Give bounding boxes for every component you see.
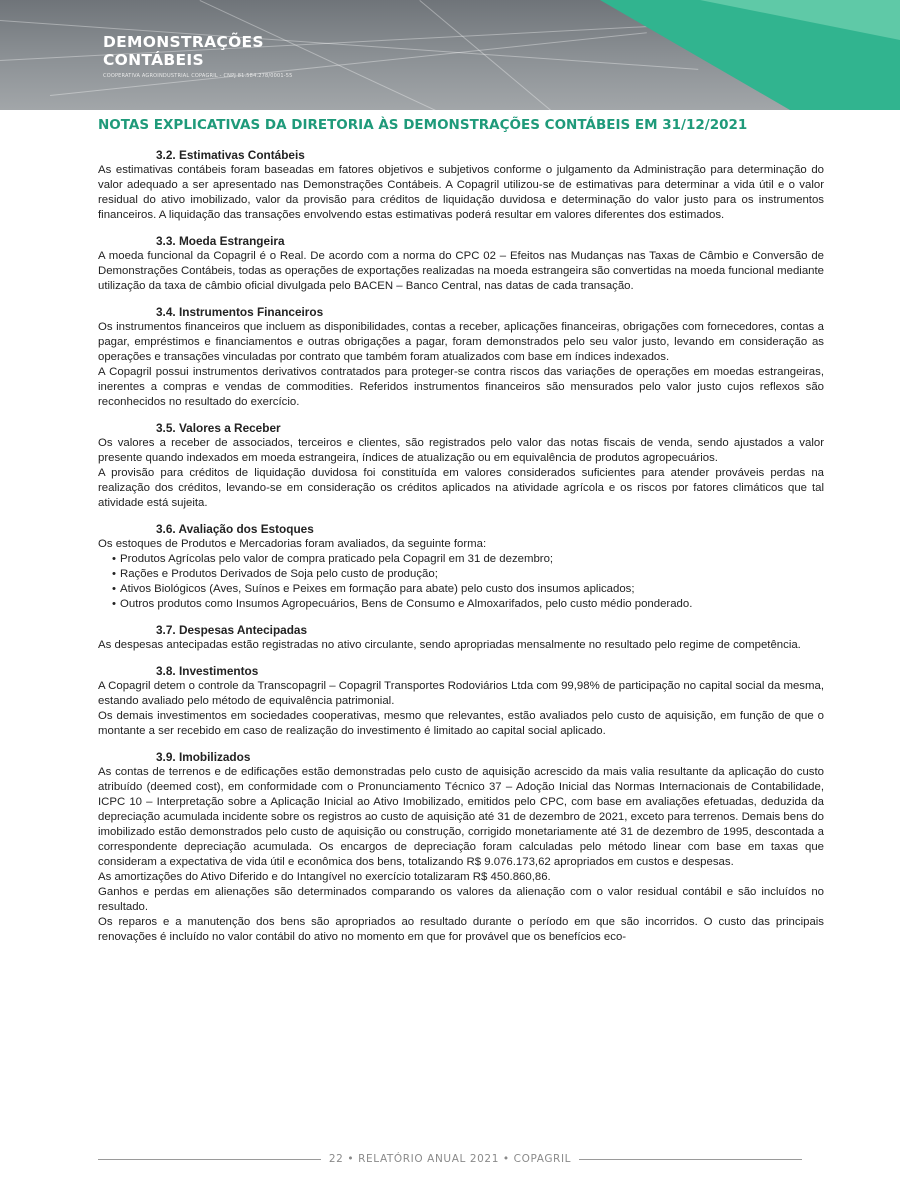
banner-title-line2: CONTÁBEIS: [103, 51, 204, 69]
banner-title-line1: DEMONSTRAÇÕES: [103, 33, 264, 51]
section-imobilizados: [98, 750, 824, 945]
paragraph: Os estoques de Produtos e Mercadorias foram avaliados, da seguinte forma:: [98, 538, 487, 550]
paragraph: Os valores a receber de associados, terceiros e clientes, são registrados pelo valor das notas fiscais de venda, sendo ajustados a valor presente quando indexados em moeda estrangeira, índices de atualização ou em equivalência de produtos agropecuários.: [98, 437, 824, 464]
section-title: 3.4. Instrumentos Financeiros: [156, 305, 324, 319]
section-despesas-antecipadas: [98, 623, 824, 653]
footer-rule-left: [98, 1159, 321, 1160]
section-moeda-estrangeira: [98, 234, 824, 294]
section-title: 3.5. Valores a Receber: [156, 421, 281, 435]
footer-rule-right: [579, 1159, 802, 1160]
section-estimativas: [98, 148, 824, 223]
paragraph: Os instrumentos financeiros que incluem as disponibilidades, contas a receber, aplicações financeiras, obrigações com fornecedores, contas a pagar, empréstimos e financiamentos e outras obrigações a pagar, foram demonstrados pelo seu valor justo, levando em consideração as operações e transações vinculadas por contrato que também foram atualizados com base em índices indexados.: [98, 321, 824, 363]
paragraph: Os reparos e a manutenção dos bens são apropriados ao resultado durante o período em que são incorridos. O custo das principais renovações é incluído no valor contábil do ativo no momento em que for provável que os benefícios eco-: [98, 916, 824, 943]
paragraph: As amortizações do Ativo Diferido e do Intangível no exercício totalizaram R$ 450.860,86.: [98, 871, 551, 883]
section-title: 3.3. Moeda Estrangeira: [156, 234, 285, 248]
footer-text: 22 • RELATÓRIO ANUAL 2021 • COPAGRIL: [328, 1153, 572, 1165]
page-footer: [98, 1151, 802, 1167]
page-title: NOTAS EXPLICATIVAS DA DIRETORIA ÀS DEMONSTRAÇÕES CONTÁBEIS EM 31/12/2021: [98, 117, 748, 133]
paragraph: A Copagril possui instrumentos derivativos contratados para proteger-se contra riscos das variações de operações em moedas estrangeiras, inerentes a compras e vendas de commodities. Referidos instrumentos financeiros são mensurados pelo valor justo cujos reflexos são reconhecidos no resultado do exercício.: [98, 366, 824, 408]
paragraph: As estimativas contábeis foram baseadas em fatores objetivos e subjetivos conforme o julgamento da Administração para determinação do valor adequado a ser apresentado nas Demonstrações Contábeis. A Copagril utilizou-se de estimativas para determinar a vida útil e o valor residual do ativo imobilizado, valor da provisão para créditos de liquidação duvidosa e determinação do valor justo para os instrumentos financeiros. A liquidação das transações envolvendo estas estimativas poderá resultar em valores diferentes dos estimados.: [98, 164, 824, 221]
paragraph: A Copagril detem o controle da Transcopagril – Copagril Transportes Rodoviários Ltda com 99,98% de participação no capital social da mesma, estando avaliado pelo método de equivalência patrimonial.: [98, 680, 824, 707]
bullet-list: [98, 552, 824, 612]
section-title: 3.7. Despesas Antecipadas: [156, 623, 308, 637]
section-title: 3.8. Investimentos: [156, 664, 259, 678]
section-valores-a-receber: [98, 421, 824, 511]
header-banner: [0, 0, 900, 110]
paragraph: A provisão para créditos de liquidação duvidosa foi constituída em valores considerados suficientes para atender prováveis perdas na realização dos créditos, levando-se em consideração os créditos aplicados na atividade agrícola e os riscos por fatores climáticos que tal atividade está sujeita.: [98, 467, 824, 509]
section-title: 3.6. Avaliação dos Estoques: [156, 522, 314, 536]
list-item: • Outros produtos como Insumos Agropecuários, Bens de Consumo e Almoxarifados, pelo custo médio ponderado.: [112, 597, 824, 612]
list-item: • Rações e Produtos Derivados de Soja pelo custo de produção;: [112, 567, 824, 582]
section-avaliacao-estoques: [98, 522, 824, 612]
paragraph: As contas de terrenos e de edificações estão demonstradas pelo custo de aquisição acrescido da mais valia resultante da aplicação do custo atribuído (deemed cost), em conformidade com o Pronunciamento Técnico 37 – Adoção Inicial das Normas Internacionais de Contabilidade, ICPC 10 – Interpretação sobre a Aplicação Inicial ao Ativo Imobilizado, emitidos pelo CPC, com base em avaliações efetuadas, deduzida da depreciação acumulada incidente sobre os registros ao custo de aquisição até 31 de dezembro de 2021, exceto para terrenos. Demais bens do imobilizado estão demonstrados pelo custo de aquisição ou construção, corrigido monetariamente até 31 de dezembro de 1995, descontada a correspondente depreciação acumulada. Os encargos de depreciação foram calculadas pelo método linear com base em taxas que consideram a expectativa de vida útil e econômica dos bens, totalizando R$ 9.076.173,62 apropriados em custos e despesas.: [98, 766, 824, 868]
section-title: 3.9. Imobilizados: [156, 750, 251, 764]
paragraph: Ganhos e perdas em alienações são determinados comparando os valores da alienação com o valor residual contábil e são incluídos no resultado.: [98, 886, 824, 913]
banner-subtitle: COOPERATIVA AGROINDUSTRIAL COPAGRIL - CNPJ 81.584.278/0001-55: [103, 73, 293, 79]
notes-content: [98, 148, 824, 956]
paragraph: A moeda funcional da Copagril é o Real. De acordo com a norma do CPC 02 – Efeitos nas Mudanças nas Taxas de Câmbio e Conversão de Demonstrações Contábeis, todas as operações de exportações realizadas na moeda estrangeira são convertidas na moeda funcional mediante utilização da taxa de câmbio oficial divulgada pelo BACEN – Banco Central, nas datas de cada transação.: [98, 250, 824, 292]
list-item: • Produtos Agrícolas pelo valor de compra praticado pela Copagril em 31 de dezembro;: [112, 552, 824, 567]
paragraph: As despesas antecipadas estão registradas no ativo circulante, sendo apropriadas mensalmente no resultado pelo regime de competência.: [98, 639, 801, 651]
section-investimentos: [98, 664, 824, 739]
paragraph: Os demais investimentos em sociedades cooperativas, mesmo que relevantes, estão avaliados pelo custo de aquisição, em função de que o montante a ser recebido em caso de realização do investimento é limitado ao capital social aplicado.: [98, 710, 824, 737]
list-item: • Ativos Biológicos (Aves, Suínos e Peixes em formação para abate) pelo custo dos insumos aplicados;: [112, 582, 824, 597]
banner-title: [103, 33, 264, 69]
section-instrumentos-financeiros: [98, 305, 824, 410]
section-title: 3.2. Estimativas Contábeis: [156, 148, 305, 162]
